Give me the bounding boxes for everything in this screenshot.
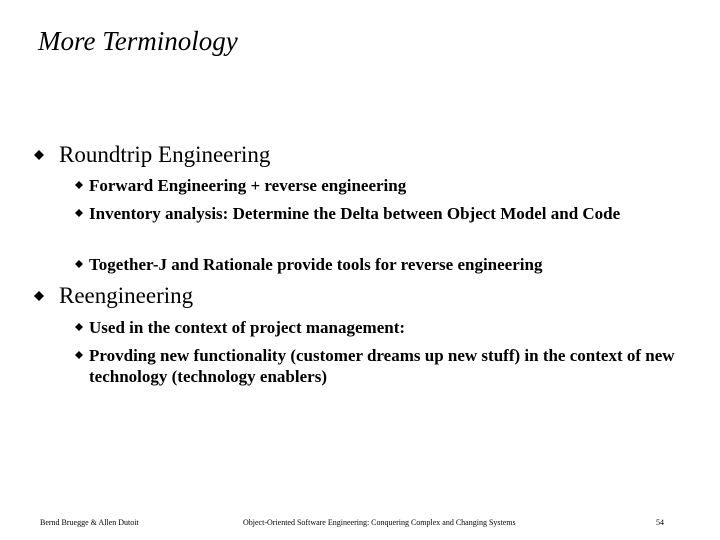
diamond-bullet-icon (34, 150, 44, 160)
sub-bullet-inventory-analysis (75, 203, 675, 224)
diamond-bullet-icon (75, 260, 83, 268)
footer-book-title: Object-Oriented Software Engineering: Conquering Complex and Changing Systems (243, 518, 516, 527)
sub-bullet-text: Used in the context of project management: (89, 318, 406, 337)
sub-bullet-together-j (75, 254, 675, 275)
footer-page-number: 54 (656, 518, 664, 527)
bullet-text: Reengineering (59, 283, 194, 308)
slide-title: More Terminology (38, 26, 238, 56)
diamond-bullet-icon (75, 351, 83, 359)
bullet-text: Roundtrip Engineering (59, 142, 271, 167)
sub-bullet-text: Forward Engineering + reverse engineering (89, 176, 407, 195)
sub-bullet-text: Inventory analysis: Determine the Delta between Object Model and Code (89, 204, 621, 223)
sub-bullet-text: Provding new functionality (customer dreams up new stuff) in the context of new technology (technology enablers) (89, 346, 675, 386)
sub-bullet-forward-engineering (75, 175, 675, 196)
sub-bullet-text: Together-J and Rationale provide tools for reverse engineering (89, 255, 543, 274)
diamond-bullet-icon (75, 323, 83, 331)
sub-bullet-new-functionality (75, 345, 675, 387)
diamond-bullet-icon (34, 291, 44, 301)
footer-authors: Bernd Bruegge & Allen Dutoit (40, 518, 139, 527)
diamond-bullet-icon (75, 209, 83, 217)
diamond-bullet-icon (75, 181, 83, 189)
sub-bullet-project-management (75, 317, 675, 338)
